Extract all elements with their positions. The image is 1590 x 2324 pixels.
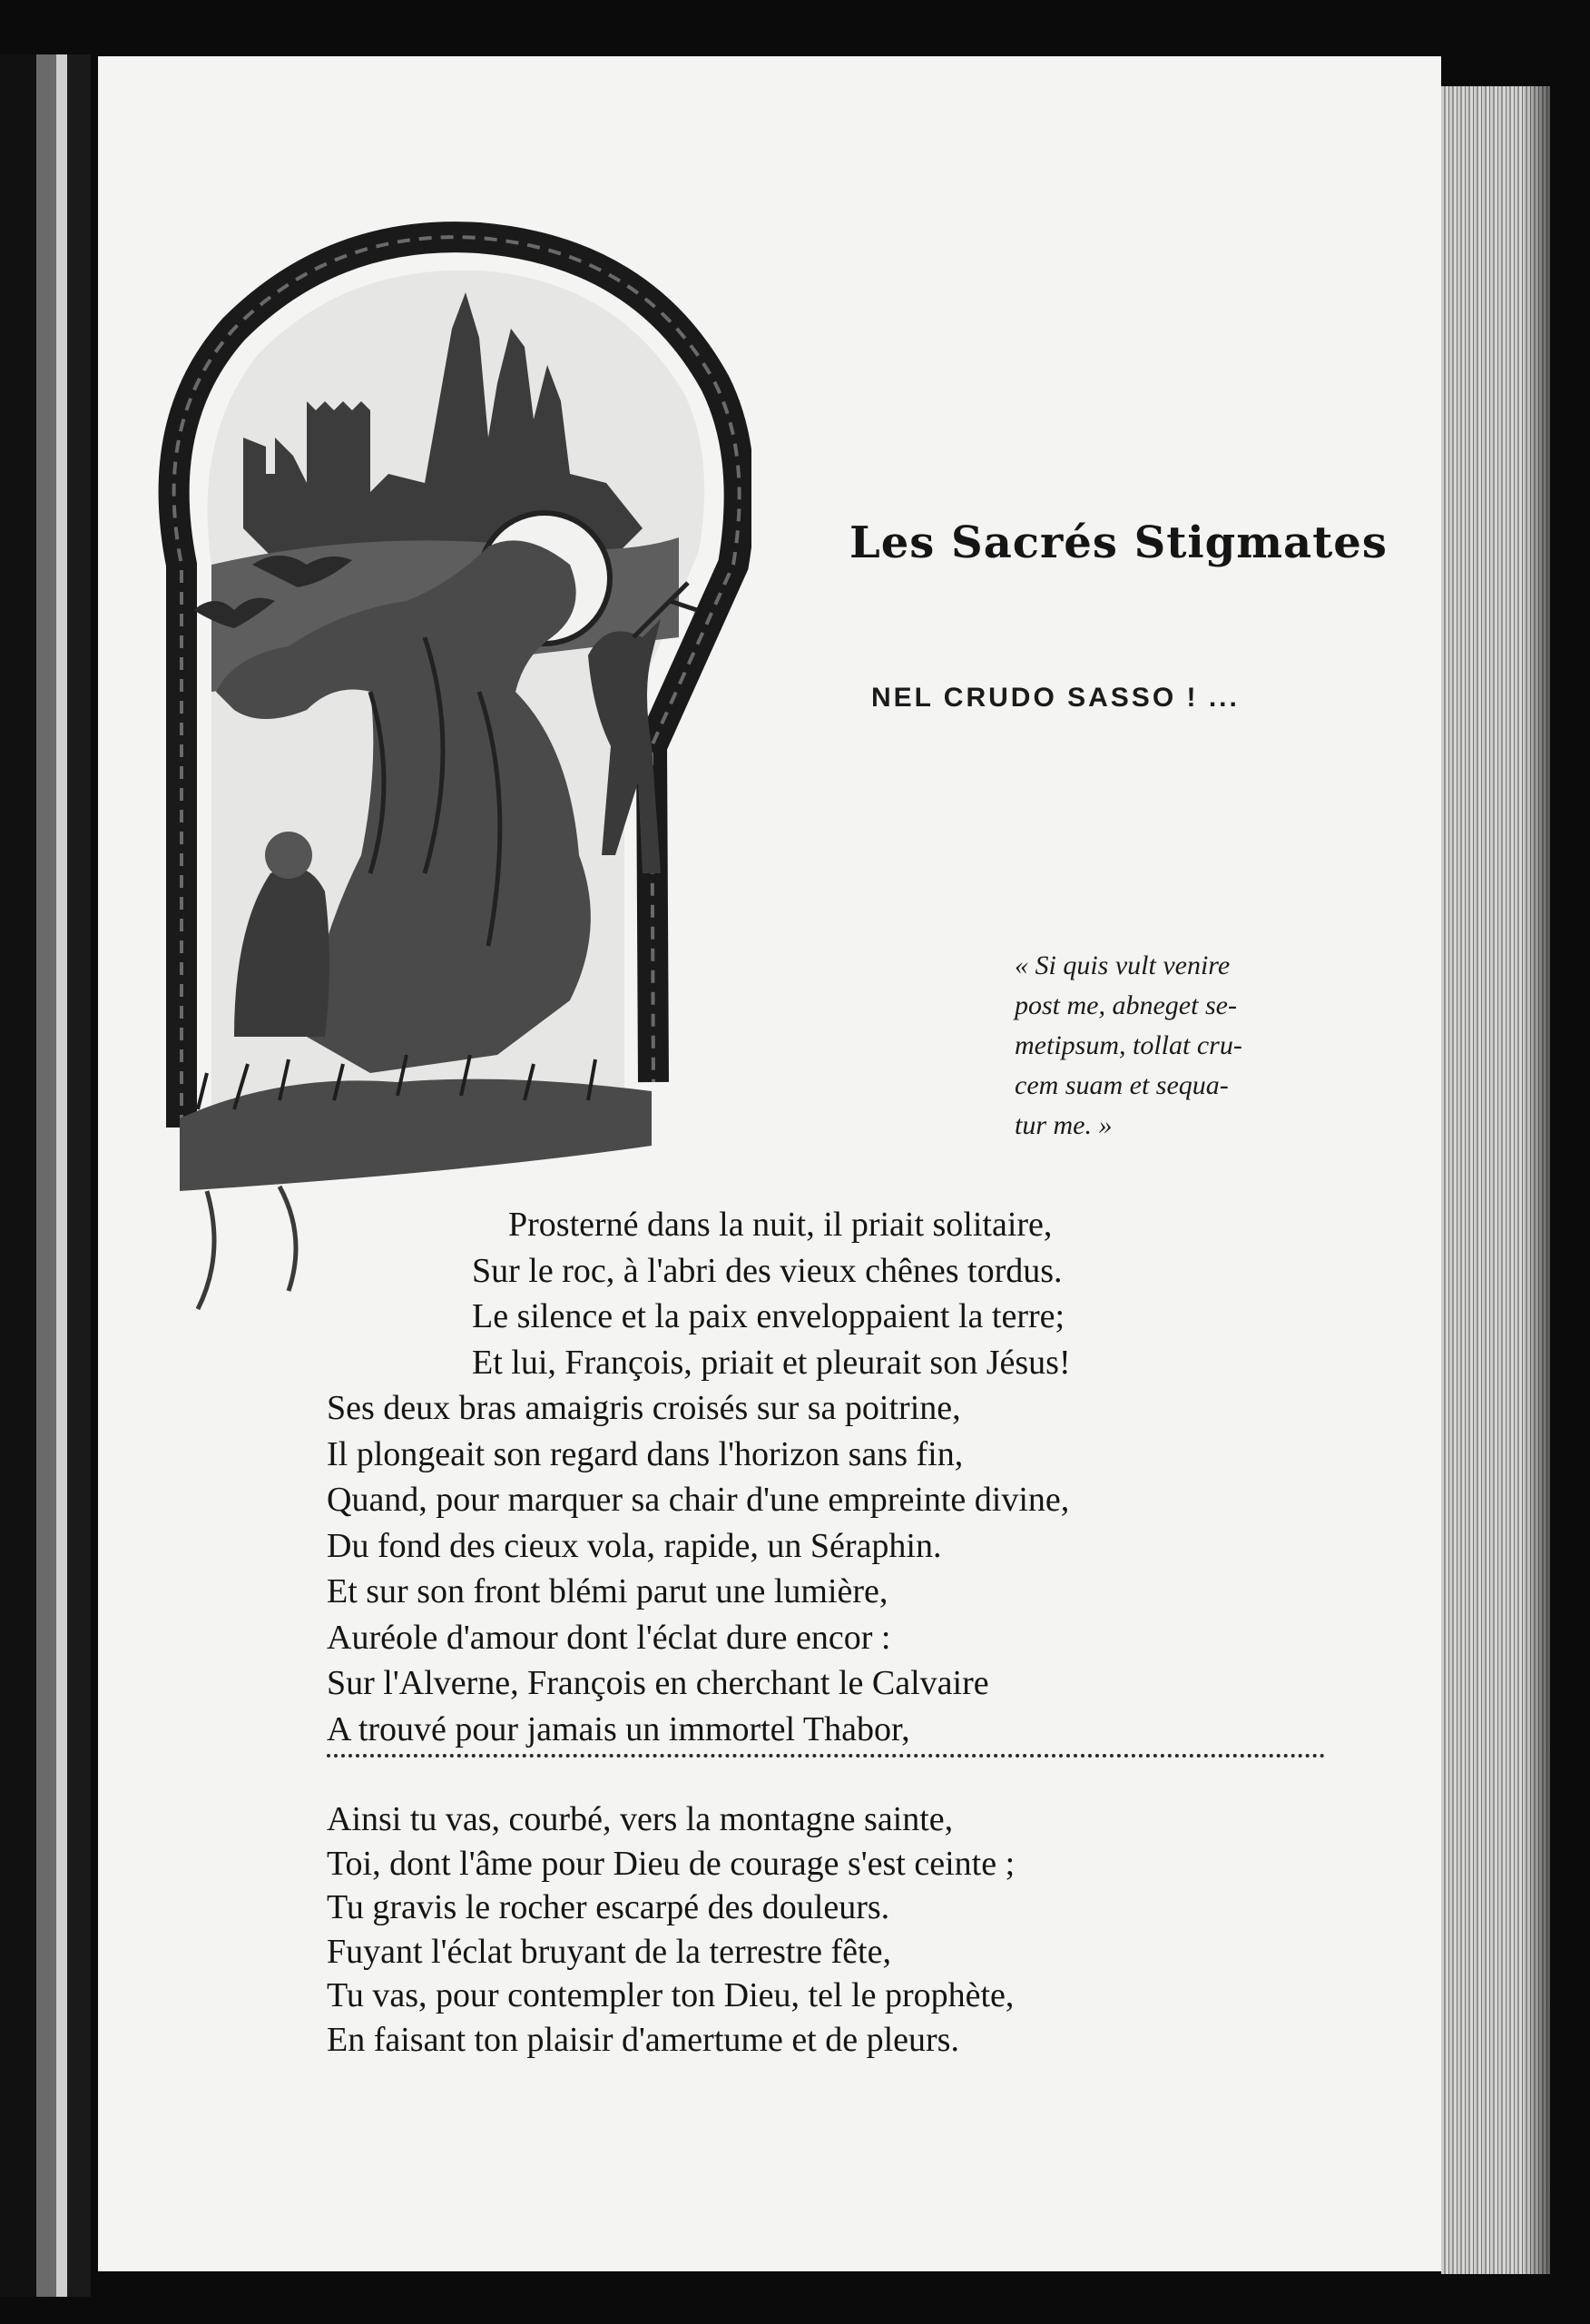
- dotted-separator: [327, 1754, 1325, 1761]
- saint-francis-illustration: [98, 56, 751, 1327]
- epigraph-line: metipsum, tollat cru-: [1015, 1030, 1242, 1060]
- poem-line: Prosterné dans la nuit, il priait solitaire,: [508, 1206, 1053, 1244]
- epigraph-line: « Si quis vult venire: [1015, 950, 1231, 980]
- poem-line: Fuyant l'éclat bruyant de la terrestre fête,: [327, 1932, 891, 1971]
- page-title: Les Sacrés Stigmates: [849, 517, 1388, 568]
- poem-line: Toi, dont l'âme pour Dieu de courage s'est ceinte ;: [327, 1844, 1016, 1883]
- epigraph-line: cem suam et sequa-: [1015, 1070, 1229, 1100]
- poem-line: En faisant ton plaisir d'amertume et de pleurs.: [327, 2020, 959, 2059]
- poem-line: Du fond des cieux vola, rapide, un Séraphin.: [327, 1526, 942, 1565]
- poem-line: Tu vas, pour contempler ton Dieu, tel le prophète,: [327, 1976, 1015, 2014]
- page-stack-edge: [1441, 86, 1550, 2274]
- epigraph-line: post me, abneget se-: [1015, 990, 1237, 1020]
- poem-stanza-1: [327, 1202, 1071, 1752]
- poem-line: Auréole d'amour dont l'éclat dure encor :: [327, 1618, 891, 1657]
- book-spine-edge: [0, 54, 100, 2297]
- poem-line: Ainsi tu vas, courbé, vers la montagne sainte,: [327, 1800, 954, 1838]
- book-page: [98, 56, 1441, 2271]
- poem-line: Ses deux bras amaigris croisés sur sa poitrine,: [327, 1389, 961, 1427]
- poem-line: Il plongeait son regard dans l'horizon sans fin,: [327, 1434, 964, 1473]
- poem-line: Et sur son front blémi parut une lumière,: [327, 1572, 888, 1610]
- section-subtitle: NEL CRUDO SASSO ! ...: [871, 683, 1240, 713]
- epigraph-line: tur me. »: [1015, 1110, 1113, 1140]
- poem-line: Le silence et la paix enveloppaient la terre;: [472, 1297, 1065, 1335]
- poem-line: Quand, pour marquer sa chair d'une empreinte divine,: [327, 1481, 1070, 1519]
- poem-line: Sur le roc, à l'abri des vieux chênes tordus.: [472, 1251, 1063, 1290]
- poem-line: A trouvé pour jamais un immortel Thabor,: [327, 1709, 910, 1748]
- poem-line: Tu gravis le rocher escarpé des douleurs.: [327, 1888, 890, 1926]
- latin-epigraph: [1015, 946, 1314, 1146]
- poem-line: Sur l'Alverne, François en cherchant le Calvaire: [327, 1664, 989, 1702]
- poem-stanza-2: [327, 1797, 1015, 2062]
- poem-line: Et lui, François, priait et pleurait son Jésus!: [472, 1343, 1071, 1382]
